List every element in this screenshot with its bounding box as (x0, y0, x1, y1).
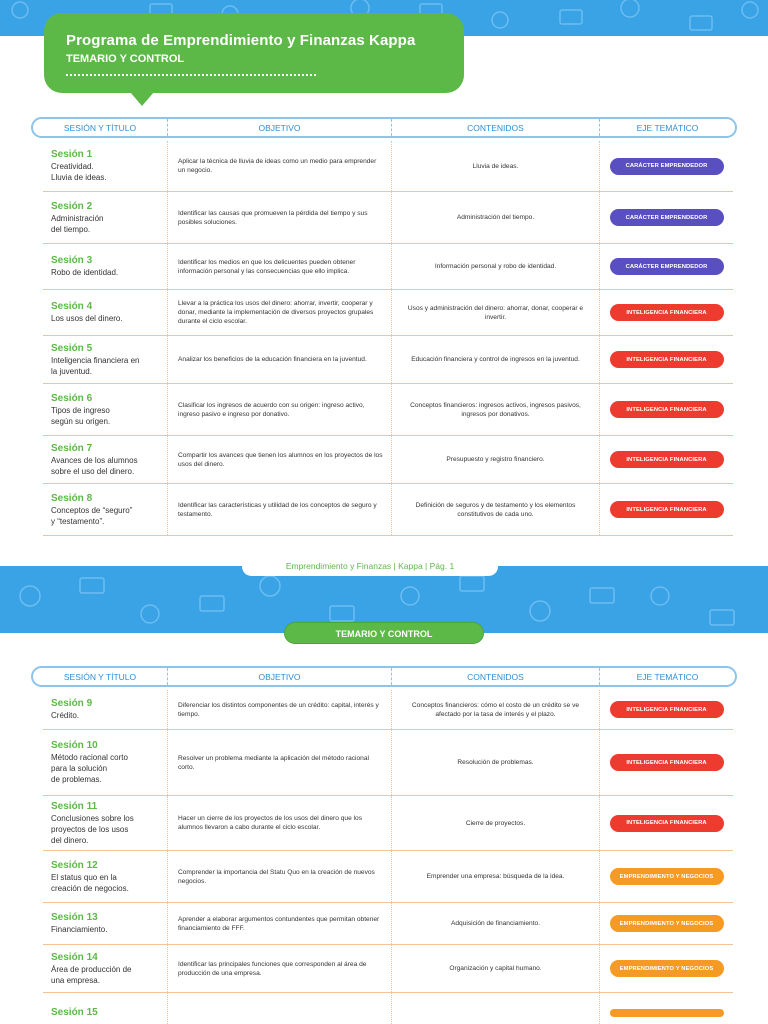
session-cell (43, 143, 167, 189)
objective-text: Aplicar la técnica de lluvia de ideas como un medio para emprender un negocio. (178, 158, 377, 174)
content-cell (391, 384, 599, 435)
content-text: Emprender una empresa: búsqueda de la idea. (426, 873, 565, 880)
axis-badge: CARÁCTER EMPRENDEDOR (610, 258, 724, 275)
objective-cell (167, 192, 391, 243)
content-cell (391, 945, 599, 992)
table-row (43, 244, 733, 290)
objective-text: Resolver un problema mediante la aplicación del método racional corto. (178, 754, 369, 771)
objective-text: Identificar las causas que promueven la pérdida del tiempo y sus posibles soluciones. (178, 209, 368, 226)
content-cell (391, 436, 599, 483)
axis-badge: INTELIGENCIA FINANCIERA (610, 815, 724, 832)
axis-badge: INTELIGENCIA FINANCIERA (610, 304, 724, 321)
axis-cell (599, 192, 733, 243)
objective-text: Clasificar los ingresos de acuerdo con su origen: ingreso activo, ingreso pasivo e ingreso por donativo. (178, 401, 365, 418)
table-row (43, 730, 733, 796)
axis-badge: EMPRENDIMIENTO Y NEGOCIOS (610, 868, 724, 885)
session-title: Financiamiento. (51, 925, 108, 934)
objective-cell (167, 336, 391, 383)
table-row (43, 484, 733, 536)
column-header-contents: CONTENIDOS (392, 119, 600, 136)
axis-cell (599, 336, 733, 383)
content-text: Conceptos financieros: cómo el costo de un crédito se ve afectado por la tasa de interés y el plazo. (411, 701, 580, 718)
table-header-2 (31, 666, 737, 687)
axis-badge: INTELIGENCIA FINANCIERA (610, 501, 724, 518)
axis-cell (599, 796, 733, 850)
content-cell (391, 192, 599, 243)
objective-cell (167, 796, 391, 850)
session-title: del tiempo. (51, 224, 91, 234)
content-text: Usos y administración del dinero: ahorrar, donar, cooperar e invertir. (407, 304, 584, 321)
session-number: Sesión 5 (51, 342, 93, 354)
objective-text: Identificar los medios en que los delicuentes pueden obtener información personal y las consecuencias que ello implica. (178, 258, 356, 275)
axis-badge: INTELIGENCIA FINANCIERA (610, 701, 724, 718)
session-title: Creatividad. (51, 162, 94, 171)
session-title: según su origen. (51, 416, 111, 426)
session-title: una empresa. (51, 975, 100, 985)
axis-cell (599, 436, 733, 483)
dotted-divider (66, 74, 316, 76)
session-cell (43, 337, 167, 383)
objective-cell (167, 730, 391, 795)
session-cell (43, 734, 167, 791)
content-text: Organización y capital humano. (449, 965, 542, 972)
axis-badge: EMPRENDIMIENTO Y NEGOCIOS (610, 960, 724, 977)
content-text: Resolución de problemas. (457, 759, 534, 766)
content-text: Información personal y robo de identidad. (434, 263, 557, 270)
table-row (43, 993, 733, 1024)
content-cell (391, 244, 599, 289)
objective-cell (167, 484, 391, 535)
objective-cell (167, 945, 391, 992)
axis-cell (599, 730, 733, 795)
page-title: Programa de Emprendimiento y Finanzas Kappa (66, 32, 416, 49)
content-cell (391, 290, 599, 335)
axis-cell (599, 993, 733, 1024)
session-title: la juventud. (51, 366, 92, 376)
session-title: Conceptos de “seguro” (51, 505, 133, 515)
session-number: Sesión 15 (51, 1006, 98, 1018)
objective-text: Diferenciar los distintos componentes de un crédito: capital, interés y tiempo. (178, 701, 379, 718)
objective-text: Identificar las características y utilidad de los conceptos de seguro y testamento. (178, 501, 377, 518)
axis-cell (599, 141, 733, 191)
table-row (43, 903, 733, 945)
column-header-session: SESIÓN Y TÍTULO (33, 119, 168, 136)
table-row (43, 290, 733, 336)
content-cell (391, 336, 599, 383)
content-text: Presupuesto y registro financiero. (446, 456, 545, 463)
session-title: Crédito. (51, 711, 80, 720)
objective-cell (167, 384, 391, 435)
content-text: Educación financiera y control de ingresos en la juventud. (411, 356, 580, 363)
table-row (43, 690, 733, 730)
session-title: Lluvia de ideas. (51, 173, 107, 182)
column-header-session: SESIÓN Y TÍTULO (33, 668, 168, 685)
objective-text: Hacer un cierre de los proyectos de los usos del dinero que los alumnos llevaron a cabo durante el ciclo escolar. (178, 815, 362, 831)
table-row (43, 436, 733, 484)
session-title: Inteligencia financiera en (51, 355, 140, 365)
session-title: del dinero. (51, 835, 89, 845)
content-cell (391, 484, 599, 535)
session-title: de problemas. (51, 775, 102, 784)
axis-cell (599, 903, 733, 944)
content-cell (391, 690, 599, 729)
session-cell (43, 906, 167, 941)
column-header-objective: OBJETIVO (168, 119, 392, 136)
session-cell (43, 437, 167, 483)
table-body-2 (43, 690, 733, 1024)
session-title: Robo de identidad. (51, 268, 119, 277)
session-number: Sesión 9 (51, 698, 93, 709)
session-number: Sesión 2 (51, 200, 93, 212)
content-text: Adquisición de financiamiento. (450, 920, 541, 927)
objective-text: Aprender a elaborar argumentos contundentes que permitan obtener financiamiento de FFF. (178, 915, 380, 932)
table-body-1 (43, 141, 733, 536)
table-row (43, 851, 733, 903)
axis-badge: CARÁCTER EMPRENDEDOR (610, 158, 724, 175)
page-subtitle: TEMARIO Y CONTROL (66, 53, 185, 65)
session-title: Tipos de ingreso (51, 405, 110, 415)
session-cell (43, 249, 167, 284)
content-cell (391, 851, 599, 902)
objective-text: Comprender la importancia del Statu Quo en la creación de nuevos negocios. (178, 868, 375, 885)
section-label: TEMARIO Y CONTROL (284, 622, 484, 644)
table-row (43, 384, 733, 436)
objective-text: Llevar a la práctica los usos del dinero: ahorrar, invertir, cooperar y donar, mediante la implementación de diversos proyectos grupales durante el ciclo escolar. (178, 300, 374, 325)
session-title: Área de producción de (51, 964, 132, 974)
session-cell (43, 946, 167, 992)
session-title: para la solución (51, 764, 108, 773)
content-text: Administración del tiempo. (456, 214, 535, 221)
axis-badge: INTELIGENCIA FINANCIERA (610, 451, 724, 468)
axis-badge: INTELIGENCIA FINANCIERA (610, 401, 724, 418)
session-cell (43, 487, 167, 533)
column-header-objective: OBJETIVO (168, 668, 392, 685)
session-title: sobre el uso del dinero. (51, 466, 135, 476)
content-text: Lluvia de ideas. (472, 162, 519, 170)
axis-badge: EMPRENDIMIENTO Y NEGOCIOS (610, 915, 724, 932)
column-header-contents: CONTENIDOS (392, 668, 600, 685)
table-row (43, 336, 733, 384)
axis-badge: INTELIGENCIA FINANCIERA (610, 351, 724, 368)
session-title: proyectos de los usos (51, 824, 129, 834)
session-title: El status quo en la (51, 872, 117, 882)
session-number: Sesión 12 (51, 859, 98, 871)
table-header-1 (31, 117, 737, 138)
content-text: Definición de seguros y de testamento y los elementos constitutivos de cada uno. (415, 501, 576, 518)
session-number: Sesión 14 (51, 951, 98, 963)
table-row (43, 141, 733, 192)
content-text: Conceptos financieros: ingresos activos, ingresos pasivos, ingresos por donativos. (410, 401, 581, 418)
session-title: Conclusiones sobre los (51, 813, 134, 823)
column-header-axis: EJE TEMÁTICO (636, 122, 699, 133)
axis-badge: INTELIGENCIA FINANCIERA (610, 754, 724, 771)
session-title: creación de negocios. (51, 883, 129, 893)
axis-cell (599, 945, 733, 992)
session-number: Sesión 1 (51, 149, 93, 160)
axis-cell (599, 484, 733, 535)
objective-text: Analizar los beneficios de la educación financiera en la juventud. (178, 356, 367, 363)
content-cell (391, 903, 599, 944)
session-cell (43, 692, 167, 727)
axis-cell (599, 244, 733, 289)
session-cell (43, 795, 167, 852)
content-cell (391, 993, 599, 1024)
axis-badge (610, 1009, 724, 1017)
axis-cell (599, 851, 733, 902)
table-row (43, 796, 733, 851)
content-cell (391, 796, 599, 850)
session-title: Método racional corto (51, 753, 128, 762)
table-row (43, 192, 733, 244)
objective-cell (167, 851, 391, 902)
page-footer: Emprendimiento y Finanzas | Kappa | Pág. 1 (242, 557, 498, 576)
content-cell (391, 730, 599, 795)
axis-badge: CARÁCTER EMPRENDEDOR (610, 209, 724, 226)
session-cell (43, 854, 167, 900)
session-number: Sesión 6 (51, 392, 93, 404)
session-title: y “testamento”. (51, 516, 105, 526)
session-number: Sesión 13 (51, 912, 98, 923)
objective-cell (167, 244, 391, 289)
content-text: Cierre de proyectos. (465, 819, 526, 827)
session-title: Los usos del dinero. (51, 314, 123, 323)
objective-cell (167, 993, 391, 1024)
session-cell (43, 387, 167, 433)
session-cell (43, 295, 167, 330)
axis-cell (599, 690, 733, 729)
session-number: Sesión 11 (51, 800, 98, 812)
title-bubble (44, 13, 464, 93)
session-number: Sesión 8 (51, 492, 93, 504)
session-number: Sesión 3 (51, 255, 93, 266)
bubble-tail (130, 92, 154, 106)
objective-cell (167, 141, 391, 191)
objective-cell (167, 290, 391, 335)
axis-cell (599, 290, 733, 335)
axis-cell (599, 384, 733, 435)
column-header-axis: EJE TEMÁTICO (636, 671, 699, 682)
objective-text: Identificar las principales funciones que corresponden al área de producción de una empresa. (178, 960, 367, 977)
session-title: Administración (51, 213, 104, 223)
session-cell (43, 1001, 167, 1024)
session-number: Sesión 4 (51, 301, 93, 312)
content-cell (391, 141, 599, 191)
session-number: Sesión 10 (51, 740, 98, 751)
session-title: Avances de los alumnos (51, 455, 138, 465)
session-cell (43, 195, 167, 241)
objective-cell (167, 690, 391, 729)
objective-cell (167, 436, 391, 483)
table-row (43, 945, 733, 993)
session-number: Sesión 7 (51, 442, 93, 454)
objective-text: Compartir los avances que tienen los alumnos en los proyectos de los usos del dinero. (178, 451, 383, 468)
objective-cell (167, 903, 391, 944)
